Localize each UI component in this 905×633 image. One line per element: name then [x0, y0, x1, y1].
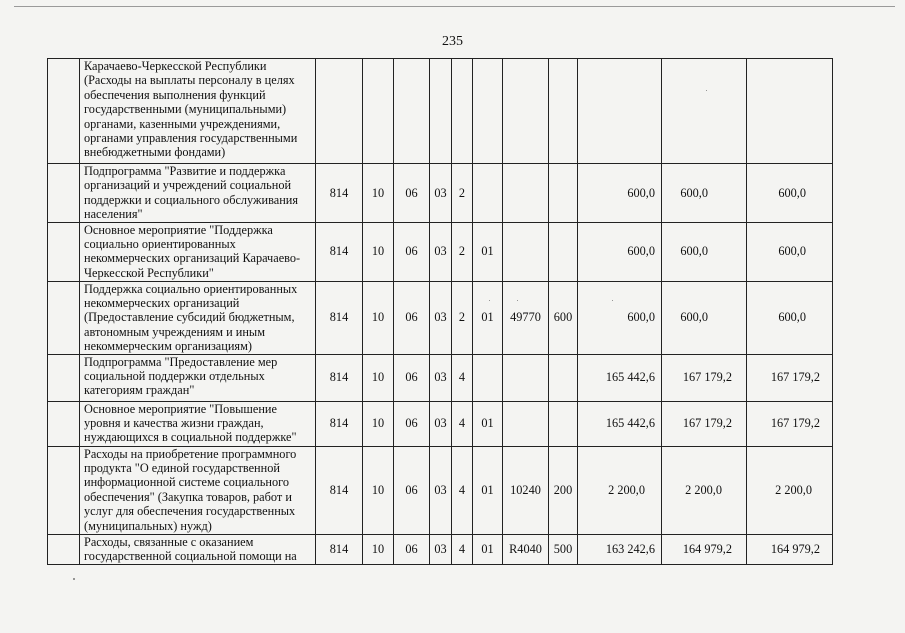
- expense-type-code: [549, 59, 578, 164]
- row-description: Поддержка социально ориентированных некоммерческих организаций (Предоставление субсидий бюджетным, автономным учреждениям и иным некоммерческим организациям): [80, 281, 316, 354]
- expense-type-code: [549, 354, 578, 401]
- amount-year-3: 164 979,2: [747, 534, 833, 564]
- ministry-code: 814: [316, 534, 363, 564]
- blank-cell: [48, 401, 80, 446]
- subprogram-code: 4: [452, 446, 473, 534]
- direction-code: [503, 401, 549, 446]
- subsection-code: 06: [394, 354, 430, 401]
- direction-code: [503, 164, 549, 223]
- amount-year-2: 600,0: [662, 281, 747, 354]
- ministry-code: [316, 59, 363, 164]
- direction-code: 49770: [503, 281, 549, 354]
- event-code: 01: [473, 534, 503, 564]
- amount-year-2: 164 979,2: [662, 534, 747, 564]
- table-row: [48, 446, 833, 534]
- program-code: 03: [430, 222, 452, 281]
- amount-year-2: 600,0: [662, 164, 747, 223]
- table-row: [48, 354, 833, 401]
- amount-year-1: [578, 59, 662, 164]
- expense-type-code: 600: [549, 281, 578, 354]
- section-code: 10: [363, 534, 394, 564]
- direction-code: 10240: [503, 446, 549, 534]
- subsection-code: 06: [394, 164, 430, 223]
- subsection-code: 06: [394, 281, 430, 354]
- blank-cell: [48, 281, 80, 354]
- expense-type-code: 200: [549, 446, 578, 534]
- section-code: 10: [363, 222, 394, 281]
- subprogram-code: 4: [452, 534, 473, 564]
- amount-year-3: 2 200,0: [747, 446, 833, 534]
- subsection-code: 06: [394, 401, 430, 446]
- amount-year-3: 167 179,2: [747, 401, 833, 446]
- table-row: [48, 222, 833, 281]
- section-code: 10: [363, 401, 394, 446]
- program-code: 03: [430, 534, 452, 564]
- expense-type-code: 500: [549, 534, 578, 564]
- amount-year-3: 600,0: [747, 164, 833, 223]
- scan-speck: [517, 300, 518, 301]
- program-code: 03: [430, 354, 452, 401]
- event-code: [473, 164, 503, 223]
- amount-year-1: 163 242,6: [578, 534, 662, 564]
- subprogram-code: 2: [452, 222, 473, 281]
- subprogram-code: 4: [452, 401, 473, 446]
- expense-type-code: [549, 222, 578, 281]
- row-description: Подпрограмма "Развитие и поддержка организаций и учреждений социальной поддержки и социального обслуживания населения": [80, 164, 316, 223]
- event-code: 01: [473, 446, 503, 534]
- amount-year-3: [747, 59, 833, 164]
- event-code: [473, 354, 503, 401]
- table-row: [48, 164, 833, 223]
- ministry-code: 814: [316, 446, 363, 534]
- scan-speck: [489, 300, 490, 301]
- blank-cell: [48, 534, 80, 564]
- amount-year-2: 167 179,2: [662, 401, 747, 446]
- amount-year-2: [662, 59, 747, 164]
- ministry-code: 814: [316, 281, 363, 354]
- expense-type-code: [549, 401, 578, 446]
- ministry-code: 814: [316, 401, 363, 446]
- amount-year-1: 165 442,6: [578, 354, 662, 401]
- program-code: 03: [430, 401, 452, 446]
- amount-year-3: 600,0: [747, 281, 833, 354]
- page-number: 235: [442, 34, 463, 49]
- program-code: 03: [430, 446, 452, 534]
- scan-speck: [612, 300, 613, 301]
- amount-year-1: 600,0: [578, 281, 662, 354]
- blank-cell: [48, 354, 80, 401]
- direction-code: [503, 222, 549, 281]
- row-description: Подпрограмма "Предоставление мер социальной поддержки отдельных категориям граждан": [80, 354, 316, 401]
- subprogram-code: 2: [452, 281, 473, 354]
- section-code: 10: [363, 446, 394, 534]
- amount-year-2: 600,0: [662, 222, 747, 281]
- row-description: Основное мероприятие "Поддержка социально ориентированных некоммерческих организаций Карачаево-Черкесской Республики": [80, 222, 316, 281]
- section-code: 10: [363, 354, 394, 401]
- blank-cell: [48, 59, 80, 164]
- amount-year-1: 165 442,6: [578, 401, 662, 446]
- row-description: Карачаево-Черкесской Республики (Расходы на выплаты персоналу в целях обеспечения выполнения функций государственными (муниципальными) органами, казенными учреждениями, органами управления государственными внебюджетными фондами): [80, 59, 316, 164]
- ministry-code: 814: [316, 164, 363, 223]
- direction-code: R4040: [503, 534, 549, 564]
- blank-cell: [48, 164, 80, 223]
- scan-edge-line: [14, 6, 895, 7]
- table-row: [48, 534, 833, 564]
- event-code: 01: [473, 222, 503, 281]
- row-description: Основное мероприятие "Повышение уровня и качества жизни граждан, нуждающихся в социальной поддержке": [80, 401, 316, 446]
- row-description: Расходы на приобретение программного продукта "О единой государственной информационной системе социального обеспечения" (Закупка товаров, работ и услуг для обеспечения государственных (муниципальных) нужд): [80, 446, 316, 534]
- subsection-code: 06: [394, 446, 430, 534]
- amount-year-3: 600,0: [747, 222, 833, 281]
- program-code: 03: [430, 164, 452, 223]
- event-code: 01: [473, 401, 503, 446]
- program-code: [430, 59, 452, 164]
- subprogram-code: 4: [452, 354, 473, 401]
- blank-cell: [48, 222, 80, 281]
- section-code: 10: [363, 164, 394, 223]
- event-code: 01: [473, 281, 503, 354]
- section-code: [363, 59, 394, 164]
- ministry-code: 814: [316, 222, 363, 281]
- event-code: [473, 59, 503, 164]
- direction-code: [503, 354, 549, 401]
- ministry-code: 814: [316, 354, 363, 401]
- amount-year-2: 167 179,2: [662, 354, 747, 401]
- direction-code: [503, 59, 549, 164]
- subsection-code: 06: [394, 222, 430, 281]
- table-row: [48, 401, 833, 446]
- program-code: 03: [430, 281, 452, 354]
- amount-year-2: 2 200,0: [662, 446, 747, 534]
- subsection-code: [394, 59, 430, 164]
- subsection-code: 06: [394, 534, 430, 564]
- subprogram-code: [452, 59, 473, 164]
- blank-cell: [48, 446, 80, 534]
- row-description: Расходы, связанные с оказанием государственной социальной помощи на: [80, 534, 316, 564]
- budget-table: [47, 58, 833, 565]
- table-row: [48, 281, 833, 354]
- amount-year-1: 600,0: [578, 222, 662, 281]
- amount-year-1: 2 200,0: [578, 446, 662, 534]
- subprogram-code: 2: [452, 164, 473, 223]
- section-code: 10: [363, 281, 394, 354]
- scan-speck: [706, 90, 707, 91]
- expense-type-code: [549, 164, 578, 223]
- amount-year-3: 167 179,2: [747, 354, 833, 401]
- scan-speck: [73, 578, 75, 580]
- amount-year-1: 600,0: [578, 164, 662, 223]
- table-row: [48, 59, 833, 164]
